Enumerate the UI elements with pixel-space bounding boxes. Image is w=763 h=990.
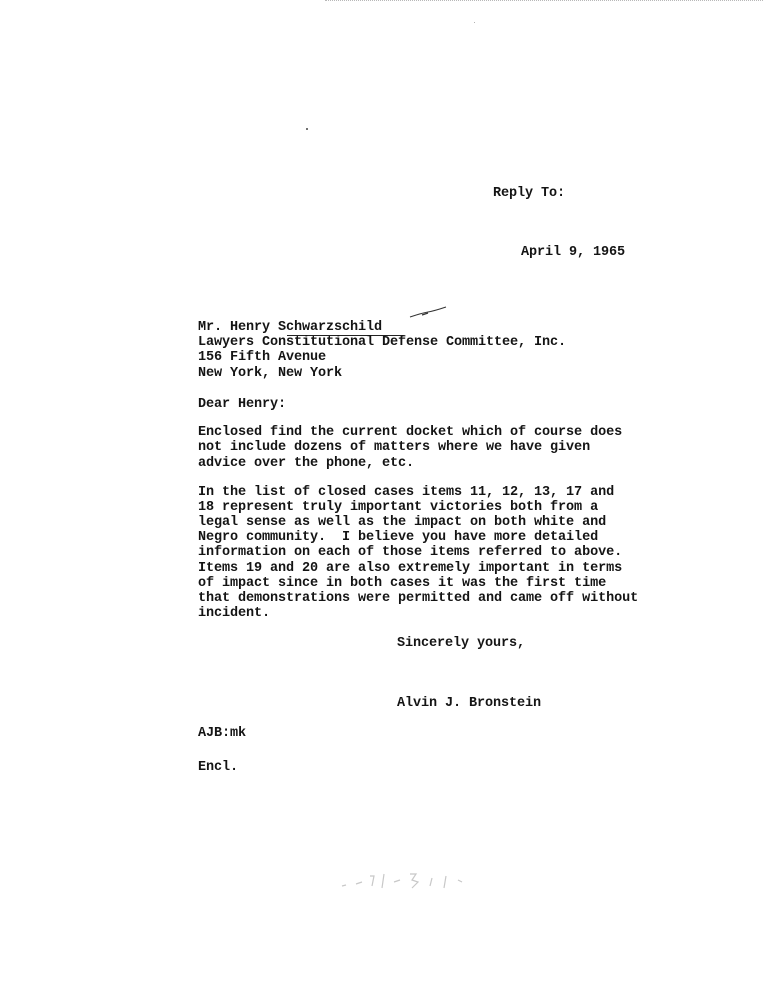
scan-speck bbox=[306, 128, 308, 130]
paragraph-line: information on each of those items referred to above. bbox=[198, 545, 623, 560]
recipient-city: New York, New York bbox=[198, 366, 343, 381]
paragraph-line: incident. bbox=[198, 606, 271, 621]
paragraph-line: legal sense as well as the impact on both white and bbox=[198, 515, 607, 530]
signature-name: Alvin J. Bronstein bbox=[397, 696, 542, 711]
faint-archive-stamp-mark bbox=[336, 868, 476, 892]
enclosure-note: Encl. bbox=[198, 760, 239, 775]
paragraph-line: that demonstrations were permitted and came off without bbox=[198, 591, 639, 606]
recipient-name: Mr. Henry Schwarzschild bbox=[198, 320, 383, 335]
scan-speck bbox=[474, 22, 475, 23]
pencil-check-mark bbox=[408, 306, 448, 320]
recipient-organization: Lawyers Constitutional Defense Committee, Inc. bbox=[198, 335, 567, 350]
typist-initials: AJB:mk bbox=[198, 726, 247, 741]
scan-edge-mark bbox=[325, 0, 763, 5]
paragraph-line: In the list of closed cases items 11, 12, 13, 17 and bbox=[198, 485, 615, 500]
paragraph-line: not include dozens of matters where we have given bbox=[198, 440, 591, 455]
paragraph-line: 18 represent truly important victories both from a bbox=[198, 500, 599, 515]
recipient-street: 156 Fifth Avenue bbox=[198, 350, 327, 365]
salutation: Dear Henry: bbox=[198, 397, 287, 412]
reply-to-label: Reply To: bbox=[493, 186, 566, 201]
paragraph-line: advice over the phone, etc. bbox=[198, 456, 415, 471]
letter-date: April 9, 1965 bbox=[521, 245, 626, 260]
paragraph-line: Negro community. I believe you have more detailed bbox=[198, 530, 599, 545]
paragraph-line: Items 19 and 20 are also extremely important in terms bbox=[198, 561, 623, 576]
paragraph-line: Enclosed find the current docket which of course does bbox=[198, 425, 623, 440]
complimentary-close: Sincerely yours, bbox=[397, 636, 526, 651]
paragraph-line: of impact since in both cases it was the first time bbox=[198, 576, 607, 591]
